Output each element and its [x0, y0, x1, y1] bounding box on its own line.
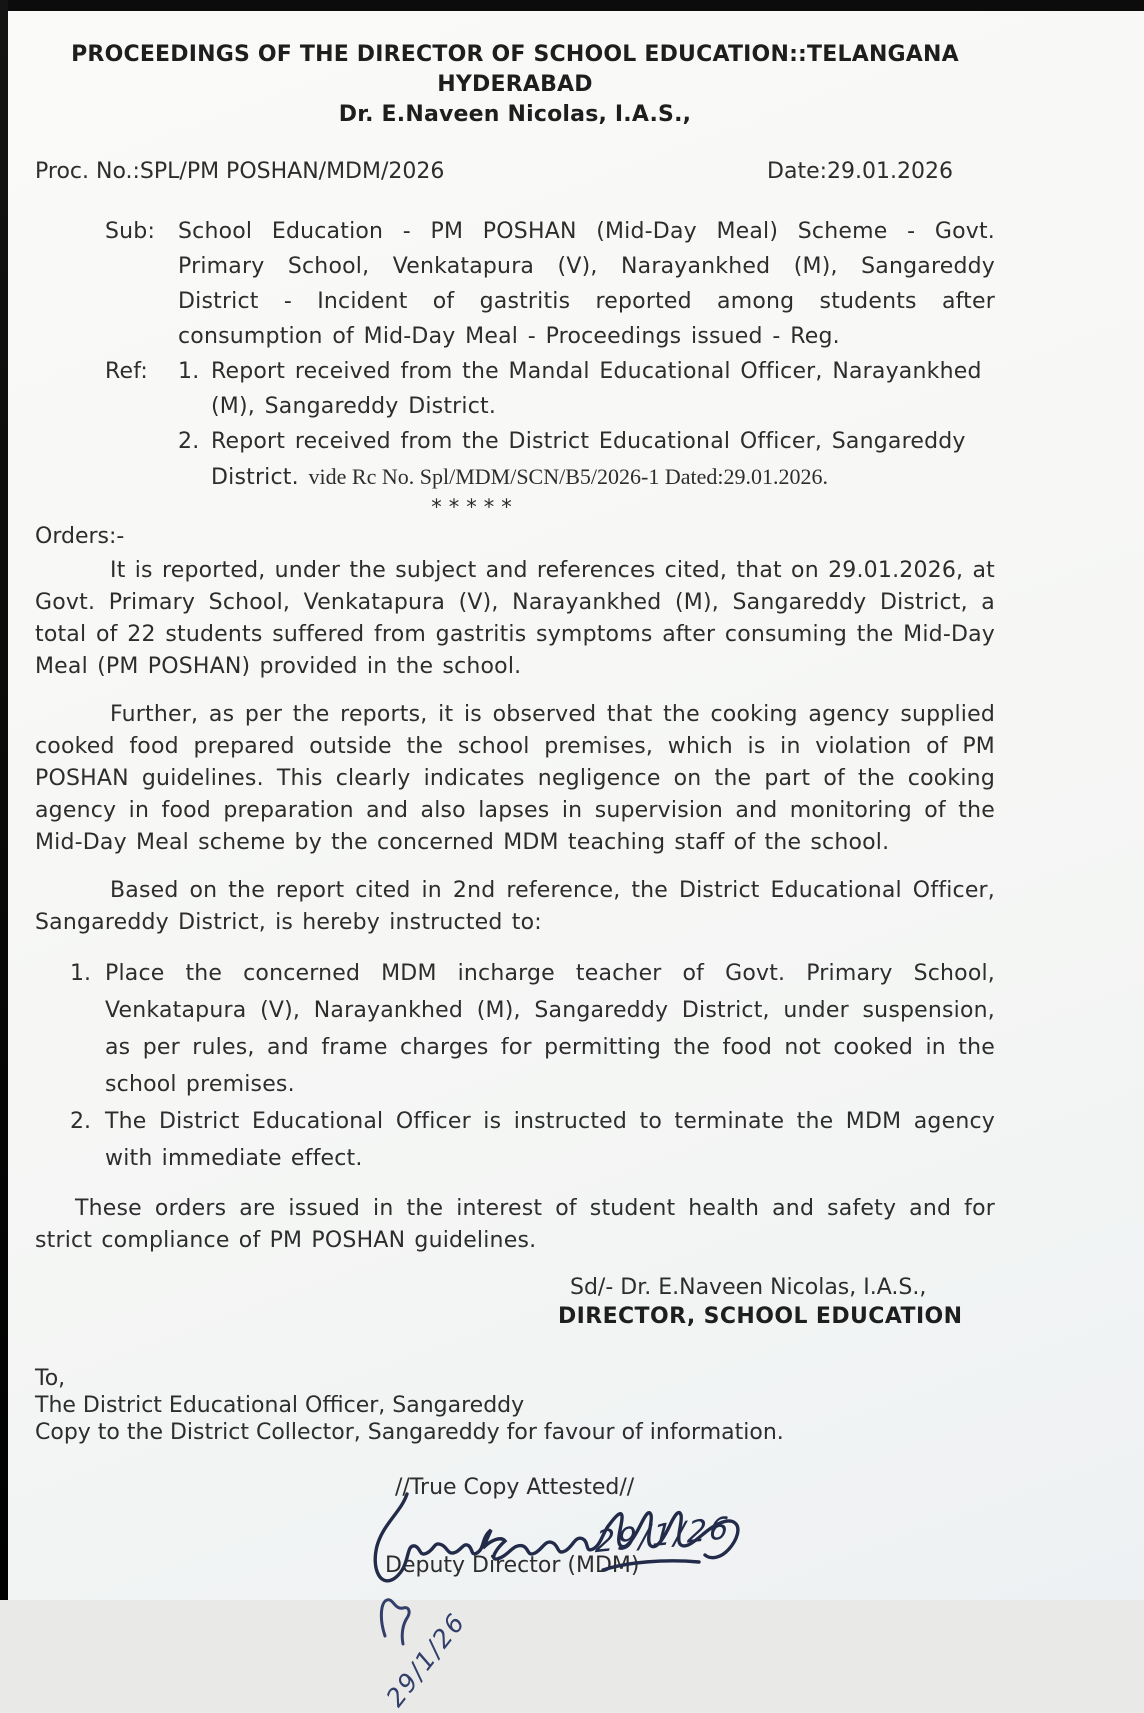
- instruction-list: [35, 955, 995, 1177]
- to-label: To,: [35, 1366, 66, 1391]
- reference-item-number: 2.: [178, 429, 200, 454]
- subject-text: School Education - PM POSHAN (Mid-Day Meal) Scheme - Govt. Primary School, Venkatapura (V), Narayankhed (M), Sangareddy District - Incident of gastritis reported among students after consumption of Mid-Day Meal - Proceedings issued - Reg.: [178, 219, 995, 349]
- reference-section: [105, 354, 995, 495]
- instruction-item-text: Place the concerned MDM incharge teacher of Govt. Primary School, Venkatapura (V), Narayankhed (M), Sangareddy District, under suspension, as per rules, and frame charges for permitting the food not cooked in the school premises.: [105, 961, 995, 1097]
- section-separator-stars: *****: [431, 495, 519, 519]
- reference-item-text: Report received from the Mandal Educational Officer, Narayankhed (M), Sangareddy District.: [211, 359, 982, 419]
- orders-paragraph-2: Further, as per the reports, it is observed that the cooking agency supplied cooked food prepared outside the school premises, which is in violation of PM POSHAN guidelines. This clearly indicates negligence on the part of the cooking agency in food preparation and also lapses in supervision and monitoring of the Mid-Day Meal scheme by the concerned MDM teaching staff of the school.: [35, 702, 995, 855]
- instruction-item: [70, 1103, 995, 1177]
- reference-label: Ref:: [105, 359, 149, 384]
- closing-paragraph: These orders are issued in the interest of student health and safety and for strict compliance of PM POSHAN guidelines.: [35, 1196, 995, 1253]
- orders-paragraph-1: It is reported, under the subject and references cited, that on 29.01.2026, at Govt. Primary School, Venkatapura (V), Narayankhed (M), Sangareddy District, a total of 22 students suffered from gastritis symptoms after consuming the Mid-Day Meal (PM POSHAN) provided in the school.: [35, 558, 995, 679]
- signature-block: [558, 1273, 995, 1331]
- reference-item: [178, 424, 995, 495]
- subject-section: [105, 214, 995, 354]
- director-designation: DIRECTOR, SCHOOL EDUCATION: [558, 1304, 963, 1329]
- reference-item-text-sans: Report received from the District Educational Officer, Sangareddy District.: [211, 429, 966, 490]
- instruction-item-number: 2.: [70, 1109, 91, 1134]
- signature-date-handwritten: 29/1/26: [594, 1510, 733, 1561]
- orders-paragraph-3: Based on the report cited in 2nd reference, the District Educational Officer, Sangareddy District, is hereby instructed to:: [35, 878, 995, 935]
- instruction-item-text: The District Educational Officer is instructed to terminate the MDM agency with immediate effect.: [105, 1109, 995, 1171]
- addressee-line1: The District Educational Officer, Sangareddy: [35, 1393, 525, 1418]
- subject-label: Sub:: [105, 219, 156, 244]
- instruction-item: [70, 955, 995, 1103]
- bottom-date-handwritten: 29/1/26: [380, 1607, 472, 1713]
- proc-date: Date:29.01.2026: [767, 159, 953, 184]
- attestation-block: [35, 1472, 995, 1713]
- orders-heading: Orders:-: [35, 524, 125, 549]
- instruction-item-number: 1.: [70, 961, 91, 986]
- reference-item-text-serif: vide Rc No. Spl/MDM/SCN/B5/2026-1 Dated:29.01.2026.: [308, 464, 828, 489]
- reference-item-number: 1.: [178, 359, 200, 384]
- addressee-block: [35, 1365, 995, 1446]
- proc-number: Proc. No.:SPL/PM POSHAN/MDM/2026: [35, 159, 445, 184]
- reference-item: [178, 354, 995, 424]
- header-title-line3: Dr. E.Naveen Nicolas, I.A.S.,: [338, 102, 692, 127]
- true-copy-attested-text: //True Copy Attested//: [395, 1475, 635, 1500]
- proc-date-row: [35, 156, 995, 188]
- reference-item-text: [211, 424, 995, 495]
- header-title-line1: PROCEEDINGS OF THE DIRECTOR OF SCHOOL EDUCATION::TELANGANA: [71, 42, 959, 67]
- sd-line: Sd/- Dr. E.Naveen Nicolas, I.A.S.,: [570, 1275, 927, 1300]
- deputy-director-designation: Deputy Director (MDM): [385, 1553, 640, 1578]
- document-header: [35, 40, 995, 130]
- addressee-line2: Copy to the District Collector, Sangareddy for favour of information.: [35, 1420, 784, 1445]
- header-title-line2: HYDERABAD: [437, 72, 593, 97]
